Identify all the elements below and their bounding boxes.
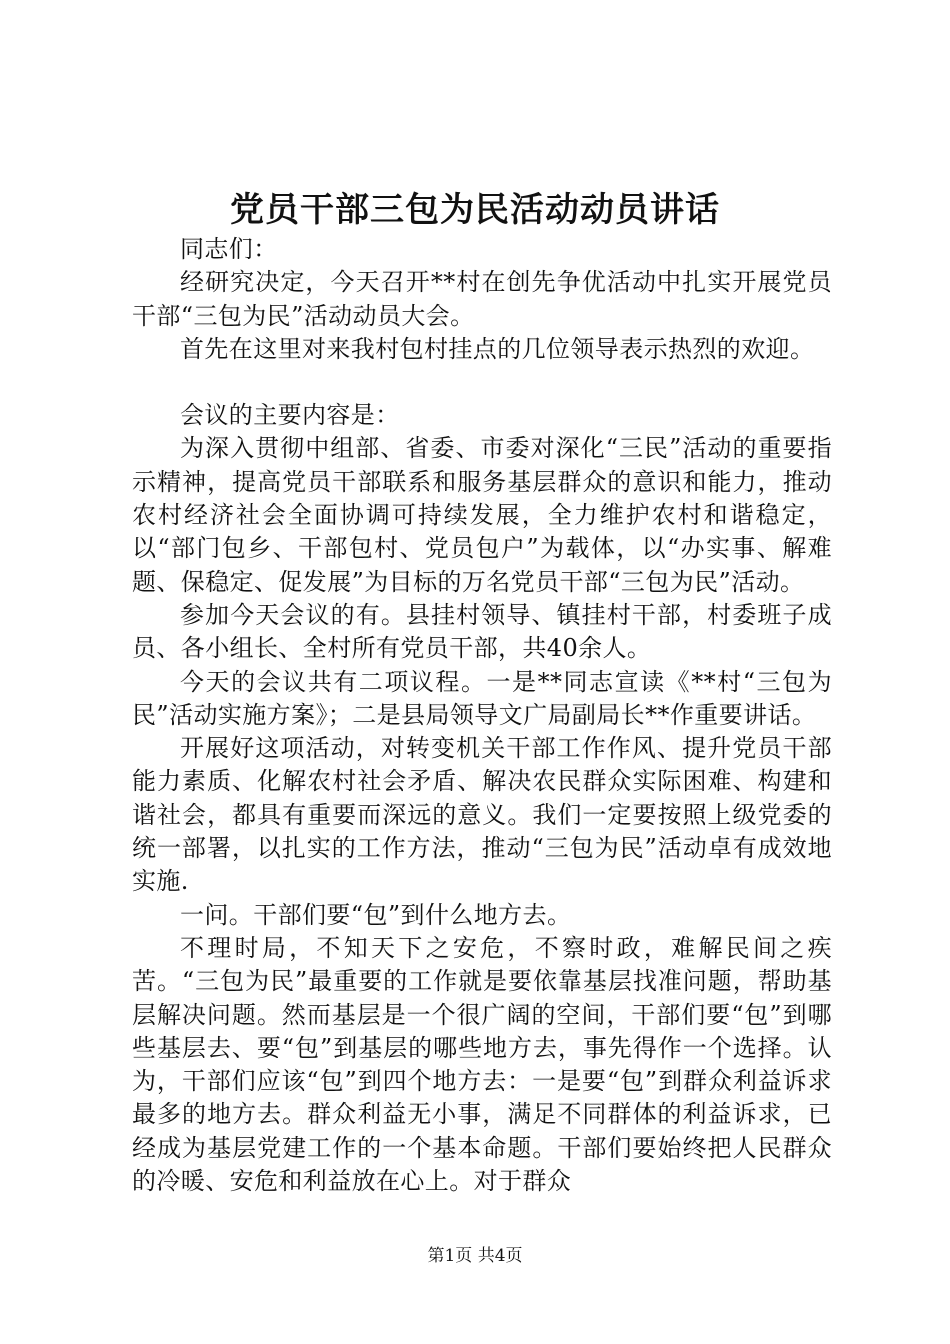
paragraph-discussion: 不理时局，不知天下之安危，不察时政，难解民间之疾苦。“三包为民”最重要的工作就是要依靠基层找准问题，帮助基层解决问题。然而基层是一个很广阔的空间，干部们要“包”到哪些基层去、要“包”到基层的哪些地方去，事先得作一个选择。认为，干部们应该“包”到四个地方去：一是要“包”到群众利益诉求最多的地方去。群众利益无小事，满足不同群体的利益诉求，已经成为基层党建工作的一个基本命题。干部们要始终把人民群众的冷暖、安危和利益放在心上。对于群众 [132,933,832,1196]
paragraph-purpose: 为深入贯彻中组部、省委、市委对深化“三民”活动的重要指示精神，提高党员干部联系和服务基层群众的意识和能力，推动农村经济社会全面协调可持续发展，全力维护农村和谐稳定，以“部门包乡、干部包村、党员包户”为载体，以“办实事、解难题、保稳定、促发展”为目标的万名党员干部“三包为民”活动。 [132,434,832,596]
document-title: 党员干部三包为民活动动员讲话 [230,190,720,230]
paragraph-attendees: 参加今天会议的有。县挂村领导、镇挂村干部，村委班子成员、各小组长、全村所有党员干部，共40余人。 [132,600,832,663]
paragraph-agenda-items: 今天的会议共有二项议程。一是**同志宣读《**村“三包为民”活动实施方案》；二是县局领导文广局副局长**作重要讲话。 [132,667,832,729]
paragraph-meeting-announcement: 经研究决定，今天召开**村在创先争优活动中扎实开展党员干部“三包为民”活动动员大会。 [132,268,832,330]
page-number-footer: 第1页 共4页 [427,1246,523,1266]
paragraph-welcome: 首先在这里对来我村包村挂点的几位领导表示热烈的欢迎。 [180,334,815,363]
paragraph-agenda-intro: 会议的主要内容是： [180,401,400,430]
paragraph-significance: 开展好这项活动，对转变机关干部工作作风、提升党员干部能力素质、化解农村社会矛盾、解决农民群众实际困难、构建和谐社会，都具有重要而深远的意义。我们一定要按照上级党委的统一部署，以扎实的工作方法，推动“三包为民”活动卓有成效地实施. [132,734,832,896]
paragraph-greeting: 同志们： [180,235,278,263]
document-body [132,233,832,1198]
paragraph-question-one: 一问。干部们要“包”到什么地方去。 [180,900,572,929]
